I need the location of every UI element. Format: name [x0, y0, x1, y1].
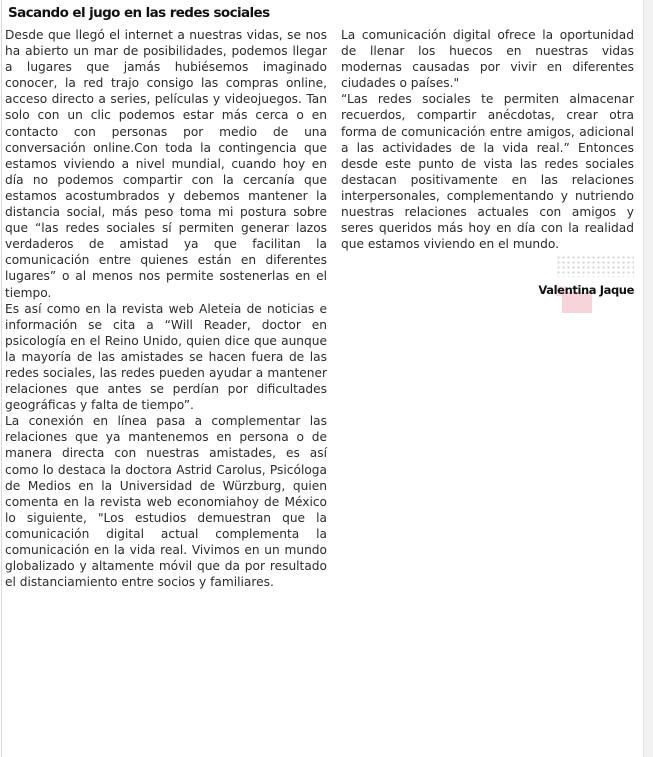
decorative-dot-pattern — [556, 255, 634, 277]
page-left-border — [1, 0, 2, 757]
left-text-column — [5, 27, 327, 590]
paragraph-conclusion: “Las redes sociales te permiten almacenar recuerdos, compartir anécdotas, crear otra forma de comunicación entre amigos, adicional a las actividades de la vida real.” Entonces desde este punto de vista las redes sociales destacan positivamente en las relaciones interpersonales, complementando y nutriendo nuestras relaciones actuales con amigos y seres queridos más hoy en día con la realidad que estamos viviendo en el mundo. — [341, 92, 634, 252]
paragraph-online-connection: La conexión en línea pasa a complementar las relaciones que ya mantenemos en persona o de manera directa con nuestras amistades, es así como lo destaca la doctora Astrid Carolus, Psicóloga de Medios en la Universidad de Würzburg, quien comenta en la revista web economiahoy de México lo siguiente, "Los estudios demuestran que la comunicación digital actual complementa la comunicación en la vida real. Vivimos en un mundo globalizado y altamente móvil que da por resultado el distanciamiento entre socios y familiares. — [5, 414, 327, 590]
right-text-column — [341, 27, 634, 252]
paragraph-aleteia-quote: Es así como en la revista web Aleteia de noticias e información se cita a “Will Reader, doctor en psicología en el Reino Unido, quien dice que aunque la mayoría de las amistades se hacen fuera de las redes sociales, las redes pueden ayudar a mantener relaciones que antes se perdían por dificultades geográficas y falta de tiempo”. — [5, 301, 327, 413]
paragraph-intro: Desde que llegó el internet a nuestras vidas, se nos ha abierto un mar de posibilidades, podemos llegar a lugares que jamás hubiésemos imaginado conocer, la red trajo consigo las compras online, acceso directo a series, películas y videojuegos. Tan solo con un clic podemos estar más cerca o en contacto con personas por medio de una conversación online.Con toda la contingencia que estamos viviendo a nivel mundial, cuando hoy en día no podemos compartir con la cercanía que estamos acostumbrados y debemos mantener la distancia social, más peso toma mi postura sobre que “las redes sociales sí permiten generar lazos verdaderos de amistad ya que facilitan la comunicación entre quienes están en diferentes lugares” o al menos nos permite sostenerlas en el tiempo. — [5, 28, 327, 300]
article-title: Sacando el jugo en las redes sociales — [8, 5, 270, 21]
page-right-margin-strip — [643, 0, 653, 757]
author-signature: Valentina Jaque — [538, 283, 634, 297]
paragraph-digital-communication: La comunicación digital ofrece la oportunidad de llenar los huecos en nuestras vidas modernas causadas por vivir en diferentes ciudades o países." — [341, 28, 634, 91]
